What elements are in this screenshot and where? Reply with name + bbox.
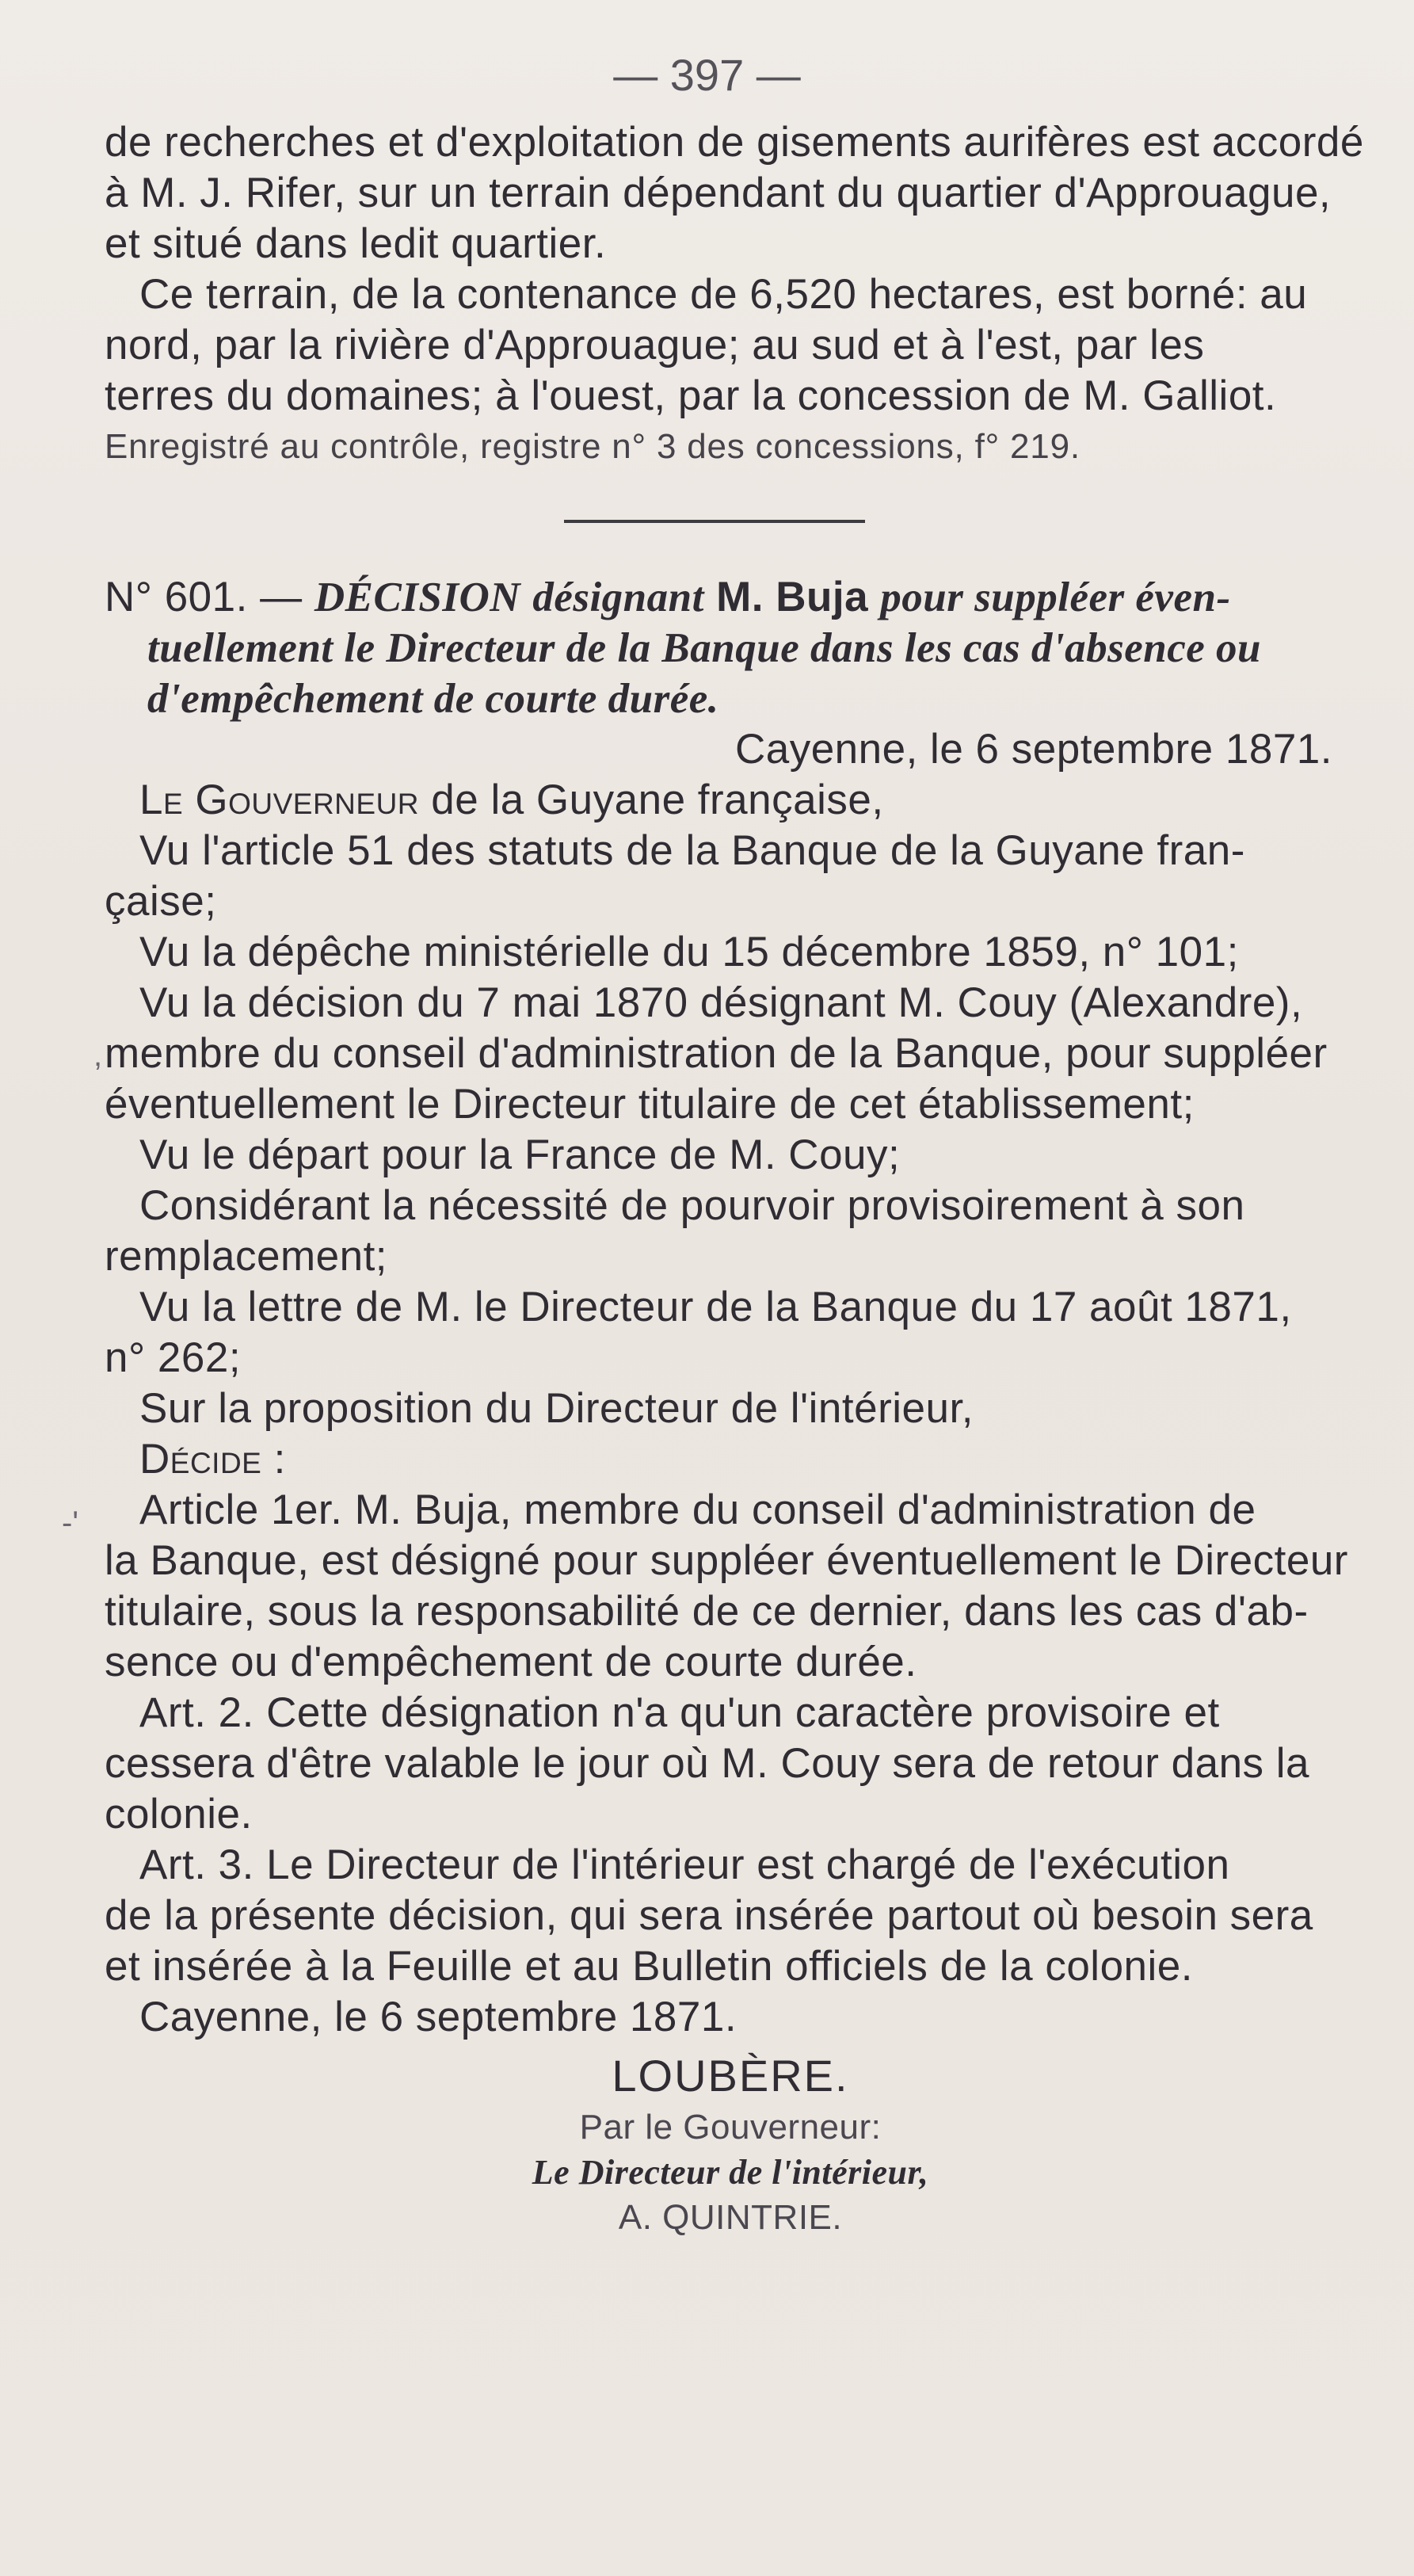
considerant-line: n° 262;: [105, 1334, 242, 1381]
signature-role: Le Directeur de l'intérieur,: [532, 2153, 929, 2192]
text-line: Ce terrain, de la contenance de 6,520 hectares, est borné: au: [139, 271, 1308, 318]
text-line: à M. J. Rifer, sur un terrain dépendant du quartier d'Approuague,: [105, 170, 1332, 216]
decision-number: N° 601. —: [105, 574, 303, 620]
article-line: la Banque, est désigné pour suppléer éventuellement le Directeur: [105, 1537, 1348, 1584]
margin-dash-mark: -': [62, 1506, 78, 1540]
section-divider: [564, 520, 865, 523]
article-line: Art. 3. Le Directeur de l'intérieur est chargé de l'exécution: [139, 1841, 1230, 1888]
considerant-line: Considérant la nécessité de pourvoir provisoirement à son: [139, 1182, 1245, 1229]
article-line: Art. 2. Cette désignation n'a qu'un caractère provisoire et: [139, 1689, 1220, 1736]
decide-label: Décide :: [139, 1436, 286, 1483]
text-line: terres du domaines; à l'ouest, par la concession de M. Galliot.: [105, 372, 1277, 419]
considerant-line: membre du conseil d'administration de la Banque, pour suppléer: [105, 1030, 1328, 1077]
considerant-line: Vu la décision du 7 mai 1870 désignant M. Couy (Alexandre),: [139, 979, 1303, 1026]
article-line: sence ou d'empêchement de courte durée.: [105, 1639, 917, 1685]
article-line: de la présente décision, qui sera insérée partout où besoin sera: [105, 1892, 1313, 1939]
considerant-line: éventuellement le Directeur titulaire de cet établissement;: [105, 1081, 1195, 1128]
page-body: [105, 117, 1364, 2241]
considerant-line: remplacement;: [105, 1233, 388, 1280]
governor-rest: de la Guyane française,: [431, 777, 884, 823]
registration-note: Enregistré au contrôle, registre n° 3 des concessions, f° 219.: [105, 427, 1081, 466]
signature-name: LOUBÈRE.: [612, 2051, 849, 2101]
article-line: titulaire, sous la responsabilité de ce dernier, dans les cas d'ab-: [105, 1588, 1309, 1635]
decision-title-line: tuellement le Directeur de la Banque dans les cas d'absence ou: [147, 625, 1261, 671]
decision-title-text: pour suppléer éven-: [880, 574, 1231, 620]
signature-counter-signer: A. QUINTRIE.: [618, 2198, 843, 2237]
article-line: et insérée à la Feuille et au Bulletin officiels de la colonie.: [105, 1943, 1193, 1990]
signature-by-governor: Par le Gouverneur:: [579, 2108, 882, 2147]
text-line: de recherches et d'exploitation de gisements aurifères est accordé: [105, 119, 1364, 166]
article-line: colonie.: [105, 1791, 253, 1838]
decision-title-line: d'empêchement de courte durée.: [147, 676, 719, 722]
decision-title-word: DÉCISION: [314, 574, 521, 620]
considerant-line: Sur la proposition du Directeur de l'intérieur,: [139, 1385, 974, 1432]
considerant-line: Vu la lettre de M. le Directeur de la Banque du 17 août 1871,: [139, 1284, 1292, 1330]
page-number: — 397 —: [613, 50, 801, 100]
governor-title: Le Gouverneur: [139, 777, 420, 823]
article-line: cessera d'être valable le jour où M. Couy sera de retour dans la: [105, 1740, 1310, 1787]
margin-tick-mark: ,: [93, 1038, 103, 1073]
considerant-line: Vu le départ pour la France de M. Couy;: [139, 1132, 901, 1178]
considerant-line: çaise;: [105, 878, 217, 925]
text-line: et situé dans ledit quartier.: [105, 220, 607, 267]
decision-title: [105, 572, 1356, 623]
closing-place-date: Cayenne, le 6 septembre 1871.: [139, 1994, 737, 2040]
governor-line: [105, 775, 1356, 826]
decision-title-text: désignant: [532, 574, 704, 620]
decision-person: M. Buja: [716, 574, 869, 620]
place-date: Cayenne, le 6 septembre 1871.: [734, 726, 1332, 773]
considerant-line: Vu la dépêche ministérielle du 15 décembre 1859, n° 101;: [139, 929, 1239, 975]
text-line: nord, par la rivière d'Approuague; au sud et à l'est, par les: [105, 322, 1205, 368]
article-line: Article 1er. M. Buja, membre du conseil d'administration de: [139, 1486, 1256, 1533]
considerant-line: Vu l'article 51 des statuts de la Banque de la Guyane fran-: [139, 827, 1245, 874]
